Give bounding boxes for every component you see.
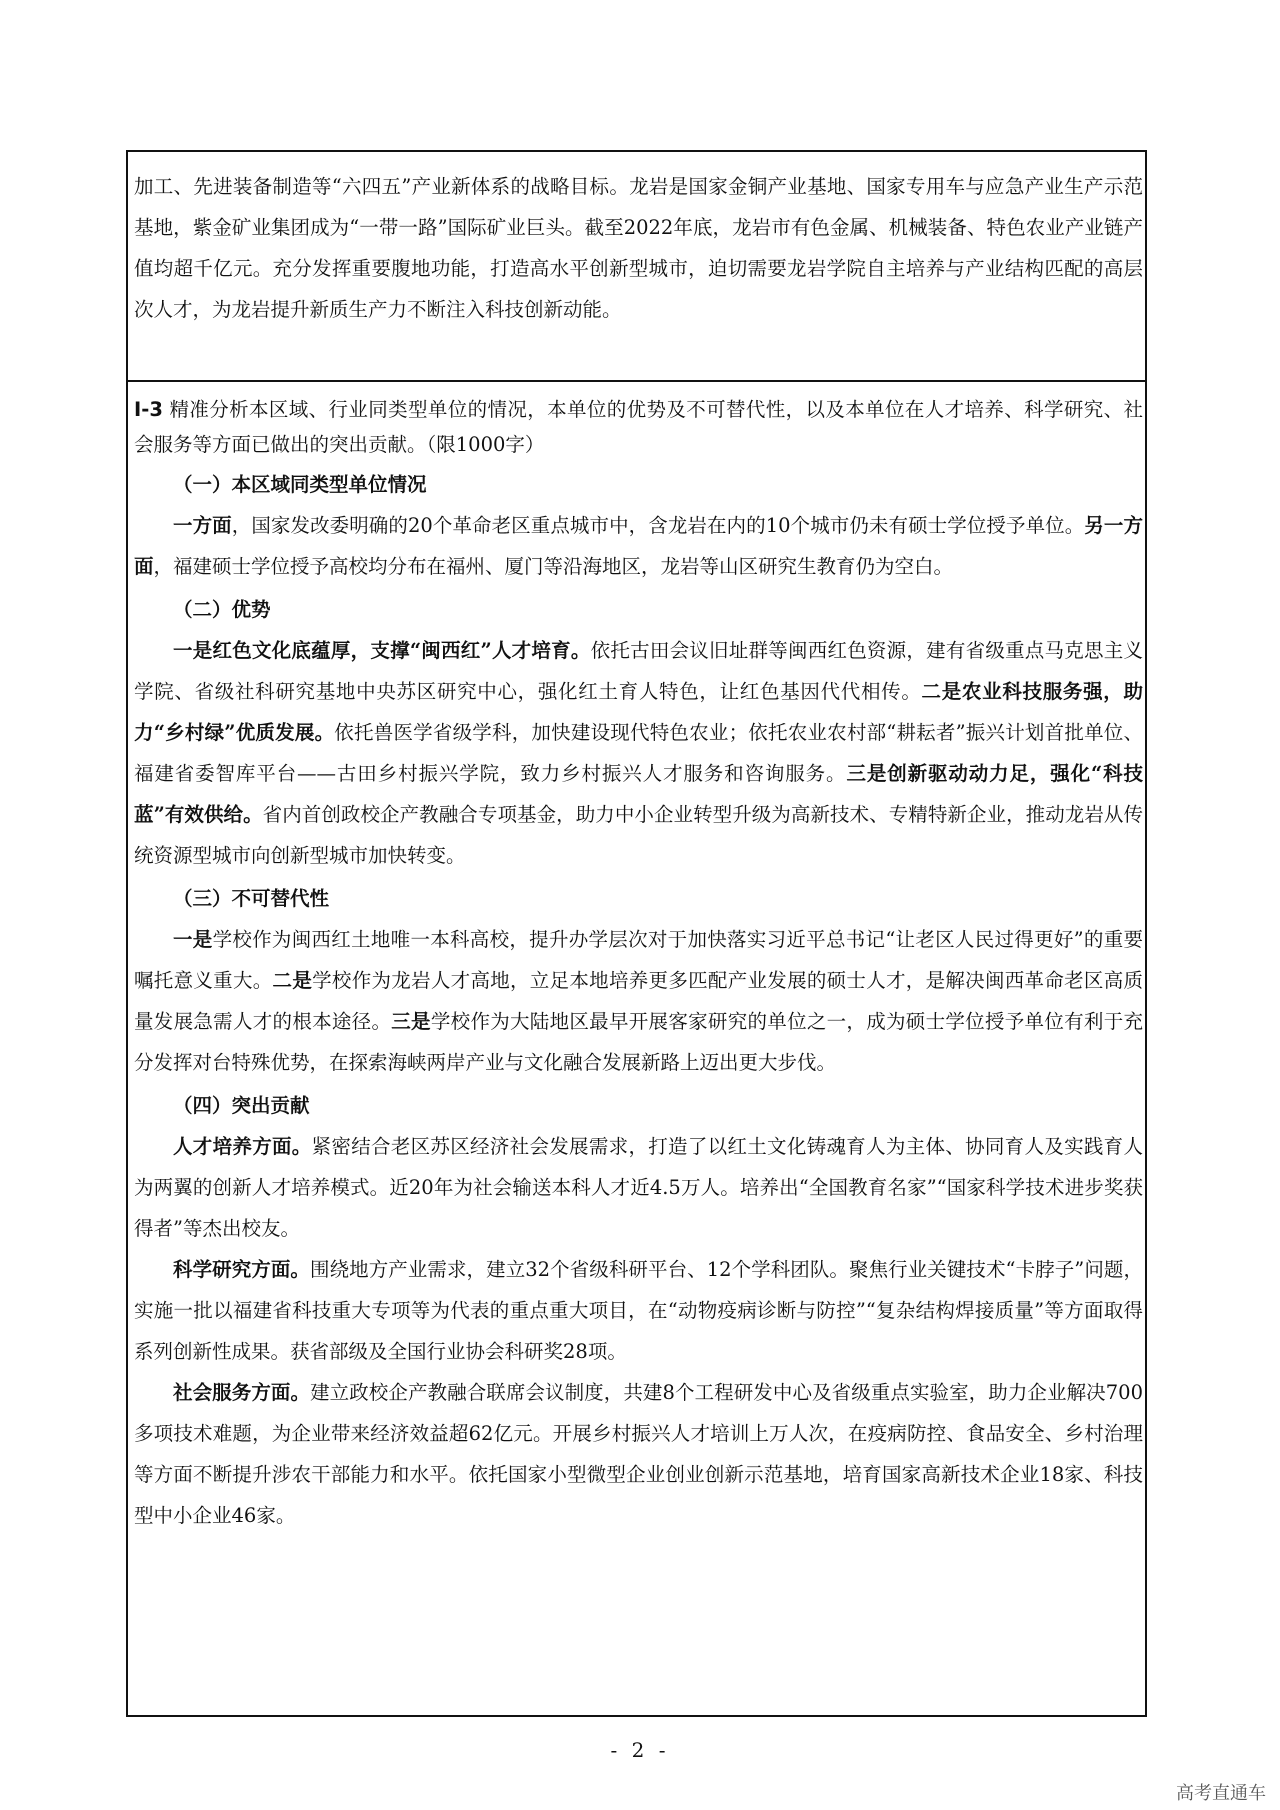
- heading-regional-peers: （一）本区域同类型单位情况: [173, 473, 427, 496]
- cell-i3-content: [128, 382, 1145, 1536]
- heading-advantages: （二）优势: [173, 598, 271, 621]
- question-i3: [134, 392, 1143, 462]
- paragraph-advantages: [134, 630, 1143, 876]
- body-text: 紧密结合老区苏区经济社会发展需求，打造了以红土文化铸魂育人为主体、协同育人及实践育人为两翼的创新人才培养模式。近20年为社会输送本科人才近4.5万人。培养出“全国教育名家”“国家科学技术进步奖获得者”等杰出校友。: [134, 1135, 1143, 1240]
- paragraph-talent-training: [134, 1126, 1143, 1249]
- body-text: 依托古田会议旧址群等闽西红色资源，建有省级重点马克思主义学院、省级社科研究基地中央苏区研究中心，强化红土育人特色，让红色基因代代相传。: [134, 639, 1143, 703]
- table-row-i3: [128, 382, 1145, 1715]
- watermark-text: 高考直通车: [1176, 1783, 1266, 1804]
- bold-lead: 三是: [391, 1010, 431, 1033]
- body-text: ，福建硕士学位授予高校均分布在福州、厦门等沿海地区，龙岩等山区研究生教育仍为空白。: [153, 555, 954, 578]
- paragraph-regional-peers: [134, 505, 1143, 587]
- body-text: 依托兽医学省级学科，加快建设现代特色农业；依托农业农村部“耕耘者”振兴计划首批单位、福建省委智库平台——古田乡村振兴学院，致力乡村振兴人才服务和咨询服务。: [134, 721, 1143, 785]
- continued-paragraph: 加工、先进装备制造等“六四五”产业新体系的战略目标。龙岩是国家金铜产业基地、国家专用车与应急产业生产示范基地，紫金矿业集团成为“一带一路”国际矿业巨头。截至2022年底，龙岩市有色金属、机械装备、特色农业产业链产值均超千亿元。充分发挥重要腹地功能，打造高水平创新型城市，迫切需要龙岩学院自主培养与产业结构匹配的高层次人才，为龙岩提升新质生产力不断注入科技创新动能。: [134, 175, 1143, 321]
- body-text: 省内首创政校企产教融合专项基金，助力中小企业转型升级为高新技术、专精特新企业，推动龙岩从传统资源型城市向创新型城市加快转变。: [134, 803, 1143, 867]
- paragraph-irreplaceability: [134, 919, 1143, 1083]
- question-text: 精准分析本区域、行业同类型单位的情况，本单位的优势及不可替代性，以及本单位在人才培养、科学研究、社会服务等方面已做出的突出贡献。（限1000字）: [134, 398, 1143, 456]
- question-code: I-3: [134, 398, 163, 421]
- bold-lead: 另一方面: [134, 514, 1143, 578]
- cell-continued-content: [128, 152, 1145, 330]
- bold-lead: 人才培养方面。: [173, 1135, 312, 1158]
- bold-lead: 二是: [272, 969, 313, 992]
- bold-lead: 一是: [173, 928, 213, 951]
- bold-lead: 一方面: [173, 514, 232, 537]
- body-text: 围绕地方产业需求，建立32个省级科研平台、12个学科团队。聚焦行业关键技术“卡脖子”问题，实施一批以福建省科技重大专项等为代表的重点重大项目，在“动物疫病诊断与防控”“复杂结构焊接质量”等方面取得系列创新性成果。获省部级及全国行业协会科研奖28项。: [134, 1258, 1143, 1363]
- page-number: - 2 -: [610, 1738, 670, 1762]
- paragraph-social-service: [134, 1372, 1143, 1536]
- bold-lead: 科学研究方面。: [173, 1258, 310, 1281]
- bold-lead: 三是创新驱动动力足，强化“科技蓝”有效供给。: [134, 762, 1143, 826]
- paragraph-scientific-research: [134, 1249, 1143, 1372]
- body-text: 学校作为大陆地区最早开展客家研究的单位之一，成为硕士学位授予单位有利于充分发挥对台特殊优势，在探索海峡两岸产业与文化融合发展新路上迈出更大步伐。: [134, 1010, 1143, 1074]
- body-text: 学校作为龙岩人才高地，立足本地培养更多匹配产业发展的硕士人才，是解决闽西革命老区高质量发展急需人才的根本途径。: [134, 969, 1143, 1033]
- application-form-table: [126, 150, 1147, 1717]
- bold-lead: 社会服务方面。: [173, 1381, 311, 1404]
- bold-lead: 一是红色文化底蕴厚，支撑“闽西红”人才培育。: [173, 639, 591, 662]
- bold-lead: 二是农业科技服务强，助力“乡村绿”优质发展。: [134, 680, 1143, 744]
- heading-contributions: （四）突出贡献: [173, 1094, 310, 1117]
- body-text: ，国家发改委明确的20个革命老区重点城市中，含龙岩在内的10个城市仍未有硕士学位授予单位。: [231, 514, 1085, 537]
- table-row-continued: [128, 152, 1145, 382]
- heading-irreplaceability: （三）不可替代性: [173, 887, 330, 910]
- body-text: 学校作为闽西红土地唯一本科高校，提升办学层次对于加快落实习近平总书记“让老区人民过得更好”的重要嘱托意义重大。: [134, 928, 1143, 992]
- body-text: 建立政校企产教融合联席会议制度，共建8个工程研发中心及省级重点实验室，助力企业解决700多项技术难题，为企业带来经济效益超62亿元。开展乡村振兴人才培训上万人次，在疫病防控、食品安全、乡村治理等方面不断提升涉农干部能力和水平。依托国家小型微型企业创业创新示范基地，培育国家高新技术企业18家、科技型中小企业46家。: [134, 1381, 1143, 1527]
